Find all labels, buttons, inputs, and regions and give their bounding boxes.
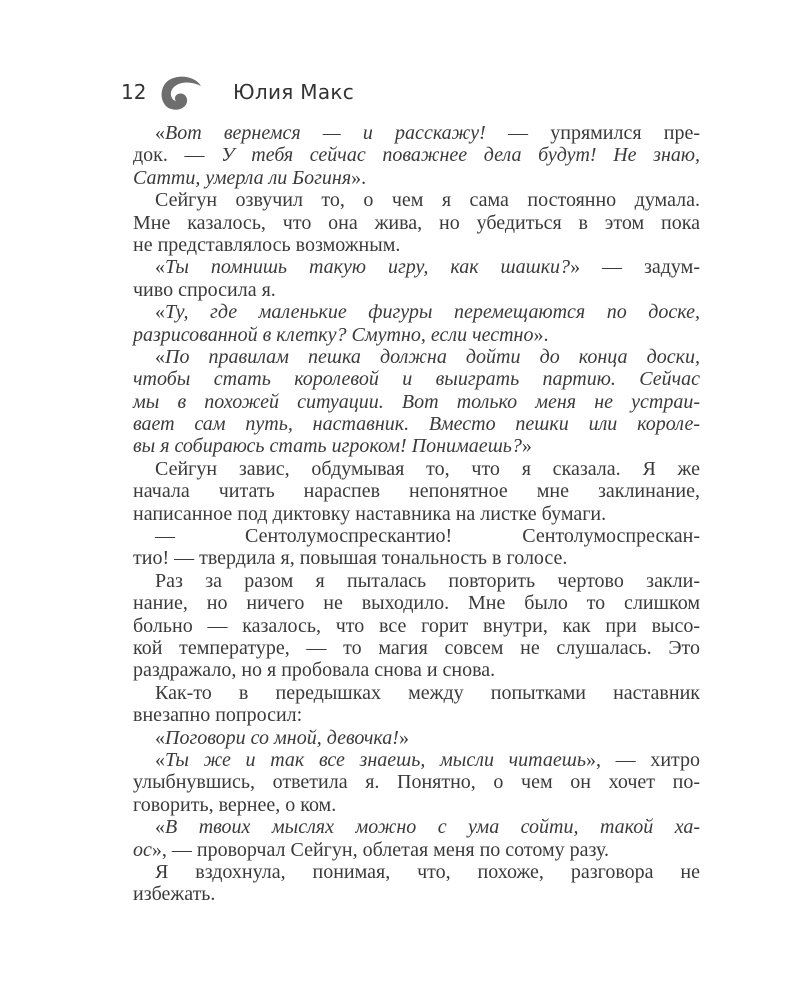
text-line: [133, 704, 700, 726]
italic-text: Ту, где маленькие фигуры перемещаются по доске,: [165, 301, 700, 324]
text-line: [133, 324, 700, 346]
italic-text: чтобы стать королевой и выиграть партию. Сейчас: [133, 368, 700, 391]
text-segment: Раз за разом я пыталась повторить чертово закли-: [155, 569, 700, 592]
text-segment: начала читать нараспев непонятное мне заклинание,: [133, 480, 700, 503]
italic-text: В твоих мыслях можно с ума сойти, такой ха-: [165, 816, 700, 839]
text-segment: «: [155, 345, 165, 368]
italic-text: вает сам путь, наставник. Вместо пешки или короле-: [133, 413, 700, 436]
italic-text: Сатти, умерла ли Богиня: [133, 166, 352, 189]
text-segment: — Сентолумоспрескантио! Сентолумоспрескан-: [155, 525, 700, 548]
text-segment: док. —: [133, 144, 222, 167]
text-segment: Как-то в передышках между попытками наставник: [155, 681, 700, 704]
text-line: [133, 749, 700, 771]
italic-text: Поговори со мной, девочка!: [165, 726, 399, 749]
italic-text: разрисованной в клетку? Смутно, если честно: [133, 323, 534, 346]
text-segment: тио! — твердила я, повышая тональность в голосе.: [133, 547, 568, 570]
text-segment: «: [155, 256, 165, 279]
swirl-icon: [157, 72, 207, 112]
text-segment: чиво спросила я.: [133, 278, 276, 301]
text-segment: », — проворчал Сейгун, облетая меня по сотому разу.: [151, 838, 610, 861]
italic-text: вы я собираюсь стать игроком! Понимаешь?: [133, 435, 522, 458]
text-segment: не представлялось возможным.: [133, 233, 401, 256]
page-number: 12: [121, 80, 147, 104]
text-line: [133, 346, 700, 368]
text-segment: раздражало, но я пробовала снова и снова.: [133, 659, 496, 682]
text-segment: », — хитро: [585, 748, 700, 771]
italic-text: ос: [133, 838, 152, 861]
body-text: [133, 122, 700, 906]
author-name: Юлия Макс: [233, 80, 355, 104]
text-line: [133, 883, 700, 905]
text-line: [133, 547, 700, 569]
italic-text: У тебя сейчас поважнее дела будут! Не знаю,: [221, 144, 700, 167]
text-line: [133, 727, 700, 749]
text-line: [133, 861, 700, 883]
text-line: [133, 525, 700, 547]
italic-text: По правилам пешка должна дойти до конца доски,: [165, 345, 700, 368]
text-line: [133, 592, 700, 614]
text-line: [133, 615, 700, 637]
text-segment: ».: [533, 323, 549, 346]
text-line: [133, 256, 700, 278]
text-line: [133, 234, 700, 256]
text-segment: » — задум-: [570, 256, 700, 279]
text-line: [133, 682, 700, 704]
text-segment: «: [155, 726, 165, 749]
text-segment: — упрямился пре-: [485, 122, 701, 144]
text-segment: Я вздохнула, понимая, что, похоже, разговора не: [155, 860, 700, 883]
running-header: [121, 74, 354, 110]
text-line: [133, 771, 700, 793]
text-line: [133, 391, 700, 413]
text-segment: избежать.: [133, 883, 216, 906]
text-segment: написанное под диктовку наставника на листке бумаги.: [133, 502, 607, 525]
text-line: [133, 279, 700, 301]
text-line: [133, 368, 700, 390]
text-line: [133, 301, 700, 323]
italic-text: Вот вернемся — и расскажу!: [165, 122, 486, 144]
text-segment: Мне казалось, что она жива, но убедиться в этом пока: [133, 211, 700, 234]
text-line: [133, 794, 700, 816]
text-line: [133, 816, 700, 838]
text-segment: «: [155, 122, 165, 144]
text-line: [133, 839, 700, 861]
text-line: [133, 413, 700, 435]
text-line: [133, 458, 700, 480]
text-line: [133, 570, 700, 592]
text-segment: Сейгун озвучил то, о чем я сама постоянно думала.: [155, 189, 700, 212]
text-line: [133, 212, 700, 234]
text-line: [133, 659, 700, 681]
text-segment: нание, но ничего не выходило. Мне было то слишком: [133, 592, 700, 615]
text-segment: больно — казалось, что все горит внутри, как при высо-: [133, 614, 700, 637]
text-line: [133, 122, 700, 144]
text-line: [133, 189, 700, 211]
text-segment: кой температуре, — то магия совсем не слушалась. Это: [133, 636, 700, 659]
text-segment: говорить, вернее, о ком.: [133, 793, 337, 816]
text-line: [133, 144, 700, 166]
italic-text: Ты помнишь такую игру, как шашки?: [165, 256, 571, 279]
text-segment: »: [521, 435, 532, 458]
text-line: [133, 503, 700, 525]
text-line: [133, 435, 700, 457]
text-segment: «: [155, 748, 165, 771]
text-segment: внезапно попросил:: [133, 704, 303, 727]
italic-text: мы в похожей ситуации. Вот только меня не устраи-: [133, 390, 700, 413]
italic-text: Ты же и так все знаешь, мысли читаешь: [165, 748, 586, 771]
text-line: [133, 480, 700, 502]
text-line: [133, 637, 700, 659]
text-segment: ».: [351, 166, 367, 189]
text-segment: «: [155, 816, 165, 839]
text-segment: Сейгун завис, обдумывая то, что я сказала. Я же: [155, 457, 700, 480]
text-segment: улыбнувшись, ответила я. Понятно, о чем он хочет по-: [133, 771, 700, 794]
text-line: [133, 167, 700, 189]
text-segment: «: [155, 301, 165, 324]
text-segment: »: [398, 726, 409, 749]
